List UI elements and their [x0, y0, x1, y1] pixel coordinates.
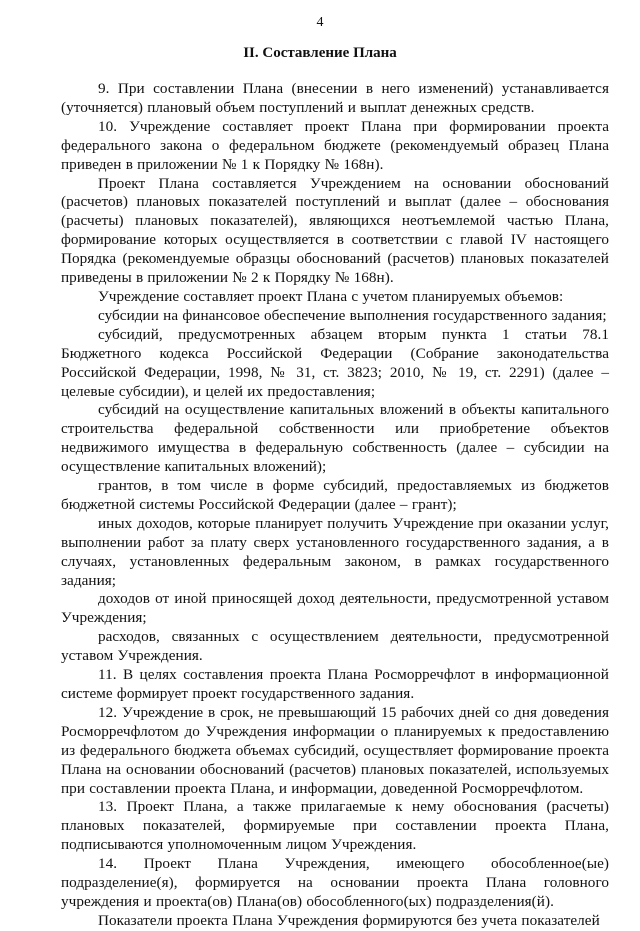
paragraph-14: 14. Проект Плана Учреждения, имеющего обособленное(ые) подразделение(я), формируется на основании проекта Плана головного учреждения и проекта(ов) Плана(ов) обособленного(ых) подразделения(й). [61, 855, 609, 910]
list-item-state-task-subsidy: субсидии на финансовое обеспечение выполнения государственного задания; [98, 306, 607, 324]
paragraph-planned-volumes-intro: Учреждение составляет проект Плана с учетом планируемых объемов: [98, 287, 564, 305]
paragraph-13: 13. Проект Плана, а также прилагаемые к нему обоснования (расчеты) плановых показателей, формируемые при составлении проекта Плана, подписываются уполномоченным лицом Учреждения. [61, 798, 609, 854]
list-item-capital-investment-subsidies: субсидий на осуществление капитальных вложений в объекты капитального строительства федеральной собственности или приобретение объектов недвижимого имущества в федеральную собственность (далее – субсидии на осуществление капитальных вложений); [61, 401, 609, 476]
page-number: 4 [316, 15, 324, 30]
paragraph-9: 9. При составлении Плана (внесении в него изменений) устанавливается (уточняется) плановый объем поступлений и выплат денежных средств. [61, 80, 609, 116]
section-title: II. Составление Плана [243, 45, 397, 61]
list-item-income-generating-activity: доходов от иной приносящей доход деятельности, предусмотренной уставом Учреждения; [61, 590, 609, 627]
list-item-other-income: иных доходов, которые планирует получить Учреждение при оказании услуг, выполнении работ за плату сверх установленного государственного задания, а в случаях, установленных федеральным законом, в рамках государственного задания; [61, 514, 609, 589]
paragraph-10: 10. Учреждение составляет проект Плана при формировании проекта федерального закона о федеральном бюджете (рекомендуемый образец Плана приведен в приложении № 1 к Порядку № 168н). [61, 117, 609, 173]
paragraph-12: 12. Учреждение в срок, не превышающий 15 рабочих дней со дня доведения Росморречфлотом до Учреждения информации о планируемых к предоставлению из федерального бюджета объемах субсидий, осуществляет формирование проекта Плана на основании обоснований (расчетов) плановых показателей, используемых при составлении проекта Плана, и информации, доведенной Росморречфлотом. [61, 703, 609, 797]
list-item-target-subsidies: субсидий, предусмотренных абзацем вторым пункта 1 статьи 78.1 Бюджетного кодекса Российской Федерации (Собрание законодательства Российской Федерации, 1998, № 31, ст. 3823; 2010, № 19, ст. 2291) (далее – целевые субсидии), и целей их предоставления; [61, 325, 609, 400]
paragraph-plan-indicators: Показатели проекта Плана Учреждения формируются без учета показателей [98, 911, 600, 929]
list-item-expenses: расходов, связанных с осуществлением деятельности, предусмотренной уставом Учреждения. [61, 628, 609, 665]
paragraph-11: 11. В целях составления проекта Плана Росморречфлот в информационной системе формирует проект государственного задания. [61, 666, 609, 702]
list-item-grants: грантов, в том числе в форме субсидий, предоставляемых из бюджетов бюджетной системы Российской Федерации (далее – грант); [61, 477, 609, 513]
document-body [61, 80, 609, 931]
paragraph-plan-basis: Проект Плана составляется Учреждением на основании обоснований (расчетов) плановых показателей поступлений и выплат (далее – обоснования (расчеты) плановых показателей), являющихся неотъемлемой частью Плана, формирование которых осуществляется в соответствии с главой IV настоящего Порядка (рекомендуемые образцы обоснований (расчетов) плановых показателей приведены в приложении № 2 к Порядку № 168н). [61, 174, 609, 287]
